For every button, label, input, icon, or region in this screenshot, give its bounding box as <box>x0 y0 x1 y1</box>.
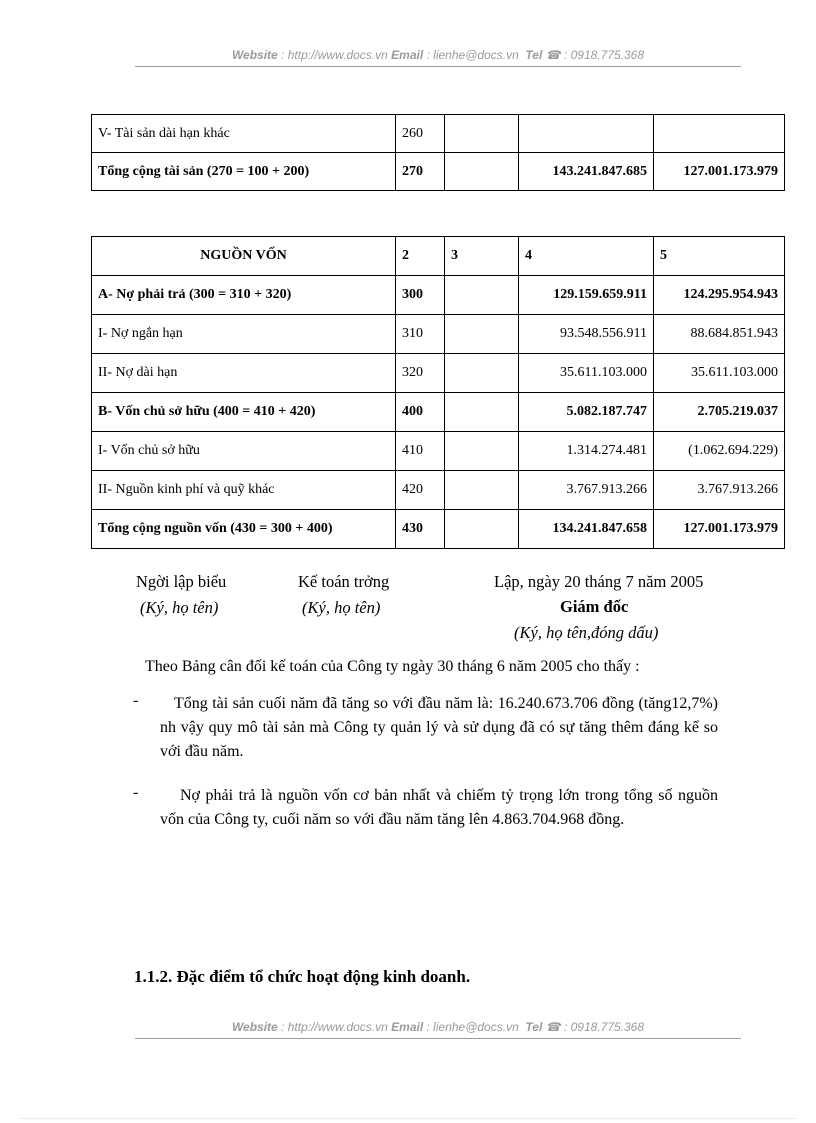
row-name: Tổng cộng nguồn vốn (430 = 300 + 400) <box>92 510 396 549</box>
capital-table <box>91 236 785 549</box>
row-name: I- Nợ ngắn hạn <box>92 315 396 354</box>
row-end-value: 1.314.274.481 <box>519 432 654 471</box>
asset-table <box>91 114 785 191</box>
row-code: 260 <box>396 115 445 153</box>
preparer-title: Ngời lập biểu <box>136 572 227 591</box>
director-title: Giám đốc <box>560 597 629 616</box>
row-end-value: 134.241.847.658 <box>519 510 654 549</box>
bullet-paragraph-1: Tổng tài sản cuối năm đã tăng so với đầu năm là: 16.240.673.706 đồng (tăng12,7%) nh vậy quy mô tài sản mà Công ty quản lý và sử dụng đã có sự tăng thêm đáng kể so với đầu năm. <box>160 695 718 760</box>
header-note: 3 <box>445 237 519 276</box>
tel-value: : 0918.775.368 <box>560 48 645 62</box>
row-start-value: 3.767.913.266 <box>654 471 785 510</box>
section-heading: 1.1.2. Đặc điểm tổ chức hoạt động kinh doanh. <box>134 967 471 986</box>
bullet-marker: - <box>133 784 139 801</box>
email-value[interactable]: lienhe@docs.vn <box>433 1020 519 1034</box>
phone-icon: ☎ <box>545 1020 561 1034</box>
preparer-sub: (Ký, họ tên) <box>140 598 219 617</box>
header-name: NGUỒN VỐN <box>92 237 396 276</box>
row-end-value: 3.767.913.266 <box>519 471 654 510</box>
row-start-value: 124.295.954.943 <box>654 276 785 315</box>
table-row <box>92 432 785 471</box>
row-end-value: 35.611.103.000 <box>519 354 654 393</box>
page-footer: Website : http://www.docs.vn Email : lienhe@docs.vn Tel ☎ : 0918.775.368 <box>231 1020 645 1034</box>
row-start-value: 127.001.173.979 <box>654 510 785 549</box>
website-label: Website <box>231 48 278 62</box>
row-code: 300 <box>396 276 445 315</box>
phone-icon: ☎ <box>545 48 561 62</box>
date-line: Lập, ngày 20 tháng 7 năm 2005 <box>494 572 704 591</box>
row-start-value: (1.062.694.229) <box>654 432 785 471</box>
row-code: 320 <box>396 354 445 393</box>
row-start-value: 88.684.851.943 <box>654 315 785 354</box>
bullet-marker: - <box>133 692 139 709</box>
row-name: II- Nguồn kinh phí và quỹ khác <box>92 471 396 510</box>
row-note <box>445 432 519 471</box>
header-start: 5 <box>654 237 785 276</box>
tel-value: : 0918.775.368 <box>560 1020 645 1034</box>
table-row <box>92 276 785 315</box>
table-row <box>92 153 785 191</box>
row-end-value: 5.082.187.747 <box>519 393 654 432</box>
row-name: I- Vốn chủ sở hữu <box>92 432 396 471</box>
row-note <box>445 354 519 393</box>
page-edge <box>20 1118 796 1119</box>
row-name: V- Tài sản dài hạn khác <box>92 115 396 153</box>
row-name: Tổng cộng tài sản (270 = 100 + 200) <box>92 153 396 191</box>
row-end-value: 93.548.556.911 <box>519 315 654 354</box>
header-end: 4 <box>519 237 654 276</box>
row-start-value: 2.705.219.037 <box>654 393 785 432</box>
website-url[interactable]: http://www.docs.vn <box>287 1020 388 1034</box>
row-end-value: 143.241.847.685 <box>519 153 654 191</box>
row-note <box>445 276 519 315</box>
table-header-row <box>92 237 785 276</box>
row-code: 410 <box>396 432 445 471</box>
tel-label: Tel <box>525 48 543 62</box>
header-code: 2 <box>396 237 445 276</box>
row-note <box>445 471 519 510</box>
email-value[interactable]: lienhe@docs.vn <box>433 48 519 62</box>
row-code: 400 <box>396 393 445 432</box>
row-note <box>445 393 519 432</box>
website-label: Website <box>231 1020 278 1034</box>
table-row <box>92 393 785 432</box>
row-end-value: 129.159.659.911 <box>519 276 654 315</box>
accountant-title: Kế toán trởng <box>298 572 390 591</box>
table-row <box>92 510 785 549</box>
bullet-paragraph-2: Nợ phải trả là nguồn vốn cơ bản nhất và chiếm tỷ trọng lớn trong tổng số nguồn vốn của Công ty, cuối năm so với đầu năm tăng lên 4.863.704.968 đồng. <box>160 787 718 828</box>
row-note <box>445 153 519 191</box>
footer-divider <box>135 1038 741 1039</box>
table-row <box>92 315 785 354</box>
table-row <box>92 471 785 510</box>
row-name: B- Vốn chủ sở hữu (400 = 410 + 420) <box>92 393 396 432</box>
accountant-sub: (Ký, họ tên) <box>302 598 381 617</box>
row-start-value: 127.001.173.979 <box>654 153 785 191</box>
row-note <box>445 315 519 354</box>
tel-label: Tel <box>525 1020 543 1034</box>
page-header: Website : http://www.docs.vn Email : lienhe@docs.vn Tel ☎ : 0918.775.368 <box>231 48 645 62</box>
email-label: Email <box>391 1020 424 1034</box>
director-sub: (Ký, họ tên,đóng dấu) <box>514 623 659 642</box>
table-row <box>92 115 785 153</box>
row-name: II- Nợ dài hạn <box>92 354 396 393</box>
email-label: Email <box>391 48 424 62</box>
website-url[interactable]: http://www.docs.vn <box>287 48 388 62</box>
row-start-value <box>654 115 785 153</box>
row-name: A- Nợ phải trả (300 = 310 + 320) <box>92 276 396 315</box>
row-end-value <box>519 115 654 153</box>
row-code: 310 <box>396 315 445 354</box>
row-code: 430 <box>396 510 445 549</box>
row-code: 420 <box>396 471 445 510</box>
row-start-value: 35.611.103.000 <box>654 354 785 393</box>
row-code: 270 <box>396 153 445 191</box>
row-note <box>445 115 519 153</box>
intro-paragraph: Theo Bảng cân đối kế toán của Công ty ngày 30 tháng 6 năm 2005 cho thấy : <box>145 658 640 675</box>
row-note <box>445 510 519 549</box>
header-divider <box>135 66 741 67</box>
table-row <box>92 354 785 393</box>
